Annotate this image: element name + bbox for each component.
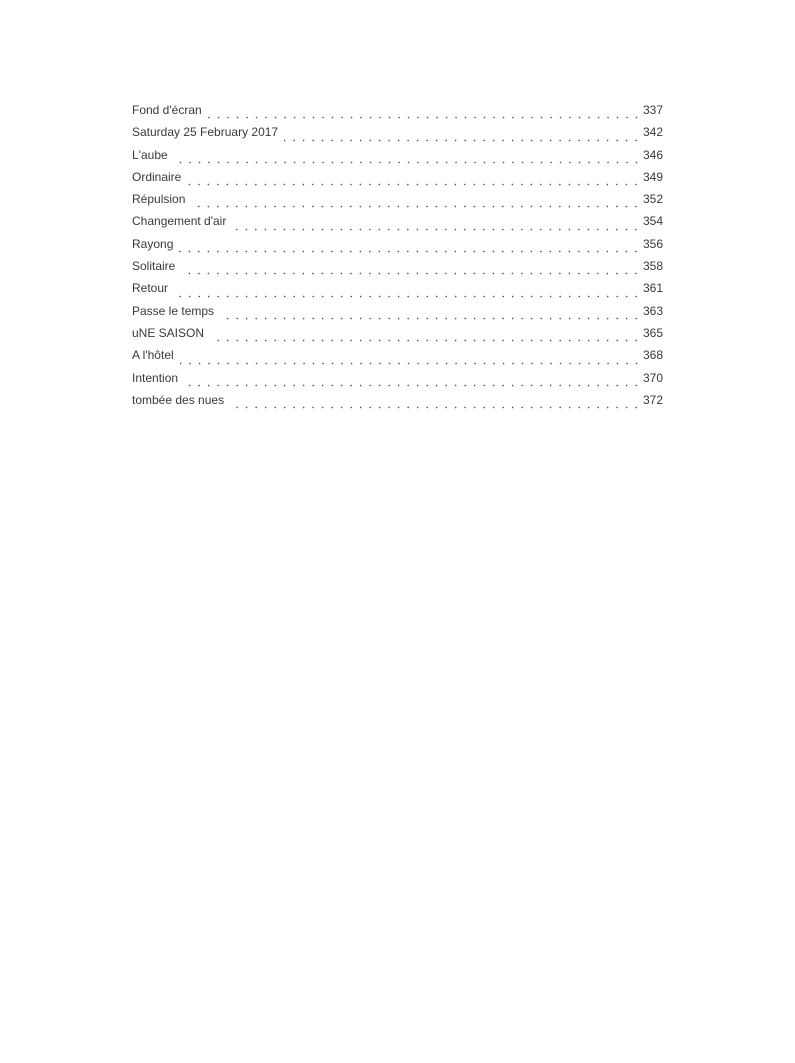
toc-entry-page: 372: [642, 392, 663, 407]
toc-entry-title: Ordinaire: [132, 169, 182, 184]
toc-entry-page: 352: [642, 192, 663, 207]
toc-dot-leader: [180, 351, 641, 365]
toc-entry[interactable]: [132, 346, 663, 368]
toc-dot-leader: [191, 194, 641, 208]
table-of-contents: [132, 101, 663, 413]
toc-entry-title: Intention: [132, 370, 179, 385]
toc-entry-page: 363: [642, 303, 663, 318]
toc-entry-page: 346: [642, 147, 663, 162]
toc-entry[interactable]: [132, 302, 663, 324]
toc-entry-page: 368: [642, 348, 663, 363]
toc-entry-title: Passe le temps: [132, 303, 215, 318]
toc-entry[interactable]: [132, 279, 663, 301]
toc-dot-leader: [210, 328, 641, 342]
toc-entry[interactable]: [132, 212, 663, 234]
toc-entry-title: Solitaire: [132, 259, 176, 274]
toc-entry-page: 337: [642, 103, 663, 117]
toc-dot-leader: [181, 261, 641, 275]
toc-entry-title: Fond d'écran: [132, 103, 202, 117]
toc-dot-leader: [187, 172, 641, 186]
toc-entry-page: 342: [642, 125, 663, 140]
toc-entry-title: Retour: [132, 281, 169, 296]
toc-entry-page: 370: [642, 370, 663, 385]
toc-dot-leader: [284, 128, 641, 142]
toc-entry-page: 365: [642, 325, 663, 340]
toc-entry-page: 356: [642, 236, 663, 251]
toc-entry[interactable]: [132, 369, 663, 391]
toc-entry-page: 354: [642, 214, 663, 229]
toc-entry[interactable]: [132, 391, 663, 413]
toc-dot-leader: [208, 105, 641, 119]
toc-dot-leader: [220, 306, 641, 320]
toc-entry[interactable]: [132, 146, 663, 168]
toc-dot-leader: [174, 150, 641, 164]
toc-entry-title: Changement d'air: [132, 214, 227, 229]
toc-entry-page: 361: [642, 281, 663, 296]
toc-entry-page: 349: [642, 169, 663, 184]
toc-dot-leader: [232, 217, 641, 231]
toc-entry[interactable]: [132, 324, 663, 346]
toc-entry[interactable]: [132, 257, 663, 279]
toc-entry-title: uNE SAISON: [132, 325, 205, 340]
toc-entry[interactable]: [132, 168, 663, 190]
toc-dot-leader: [179, 239, 641, 253]
toc-entry-title: Saturday 25 February 2017: [132, 125, 279, 140]
toc-entry-title: Rayong: [132, 236, 174, 251]
toc-entry-title: tombée des nues: [132, 392, 225, 407]
toc-dot-leader: [184, 373, 641, 387]
toc-entry[interactable]: [132, 190, 663, 212]
toc-entry-page: 358: [642, 259, 663, 274]
toc-entry-title: A l'hôtel: [132, 348, 174, 363]
toc-dot-leader: [174, 284, 641, 298]
toc-entry[interactable]: [132, 101, 663, 123]
toc-entry[interactable]: [132, 123, 663, 145]
toc-dot-leader: [230, 395, 641, 409]
toc-entry-title: L'aube: [132, 147, 168, 162]
toc-entry[interactable]: [132, 235, 663, 257]
toc-entry-title: Répulsion: [132, 192, 186, 207]
